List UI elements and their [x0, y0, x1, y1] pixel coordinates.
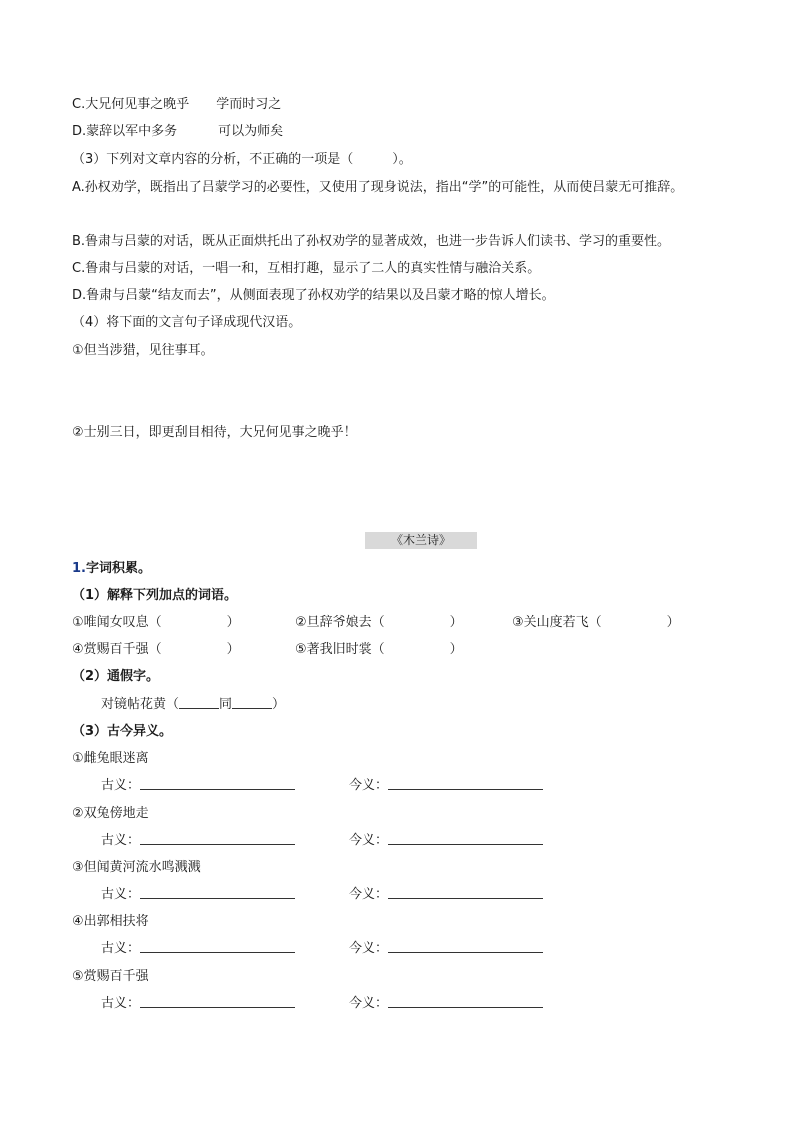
question-3-option-a: A.孙权劝学，既指出了吕蒙学习的必要性，又使用了现身说法，指出“学”的可能性，从而使吕蒙无可推辞。: [72, 180, 684, 195]
gujin-item-1: ①雌兔眼迷离: [72, 751, 149, 766]
gu-label: 古义：: [101, 887, 141, 902]
gujin-row-1: [101, 777, 543, 795]
gu-blank-2[interactable]: [140, 832, 295, 845]
jin-label: 今义：: [349, 833, 389, 848]
gu-blank-5[interactable]: [140, 995, 295, 1008]
tongjia-prefix: 对镜帖花黄（: [101, 697, 180, 712]
jin-blank-1[interactable]: [388, 777, 543, 790]
gu-label: 古义：: [101, 778, 141, 793]
tongjia-suffix: ）: [272, 697, 286, 712]
section-1-heading: [72, 560, 151, 578]
subsection-2: （2）通假字。: [72, 669, 160, 684]
question-3-option-b: B.鲁肃与吕蒙的对话，既从正面烘托出了孙权劝学的显著成效，也进一步告诉人们读书、学习的重要性。: [72, 234, 671, 249]
option-d-right: 可以为师矣: [218, 124, 284, 139]
subsection-3: （3）古今异义。: [72, 724, 173, 739]
tongjia-mid: 同: [219, 697, 233, 712]
gujin-item-4: ④出郭相扶将: [72, 914, 149, 929]
jin-label: 今义：: [349, 941, 389, 956]
gu-blank-3[interactable]: [140, 886, 295, 899]
gujin-row-5: [101, 995, 543, 1013]
word-item-3: ③关山度若飞（ ）: [512, 615, 680, 630]
subsection-1: （1）解释下列加点的词语。: [72, 588, 238, 603]
option-d-left: D.蒙辞以军中多务: [72, 124, 178, 139]
word-item-4: ④赏赐百千强（ ）: [72, 642, 240, 657]
tongjia-blank-1[interactable]: [179, 696, 219, 709]
question-4: （4）将下面的文言句子译成现代汉语。: [72, 315, 302, 330]
jin-blank-2[interactable]: [388, 832, 543, 845]
gu-blank-4[interactable]: [140, 940, 295, 953]
gujin-row-2: [101, 832, 543, 850]
question-3-option-d: D.鲁肃与吕蒙“结友而去”，从侧面表现了孙权劝学的结果以及吕蒙才略的惊人增长。: [72, 288, 555, 303]
question-4-sentence-2: ②士别三日，即更刮目相待，大兄何见事之晚乎！: [72, 425, 357, 440]
jin-blank-5[interactable]: [388, 995, 543, 1008]
word-item-2: ②旦辞爷娘去（ ）: [295, 615, 463, 630]
section-title: 《木兰诗》: [365, 532, 477, 549]
tongjia-blank-2[interactable]: [232, 696, 272, 709]
option-c: [72, 96, 281, 114]
jin-blank-4[interactable]: [388, 940, 543, 953]
gu-label: 古义：: [101, 833, 141, 848]
gujin-item-3: ③但闻黄河流水鸣溅溅: [72, 860, 201, 875]
section-1-label: 字词积累。: [85, 561, 151, 576]
option-c-right: 学而时习之: [216, 97, 282, 112]
question-4-sentence-1: ①但当涉猎，见往事耳。: [72, 343, 214, 358]
jin-label: 今义：: [349, 778, 389, 793]
gujin-item-5: ⑤赏赐百千强: [72, 969, 149, 984]
gujin-item-2: ②双兔傍地走: [72, 806, 149, 821]
jin-label: 今义：: [349, 887, 389, 902]
question-3-option-c: C.鲁肃与吕蒙的对话，一唱一和，互相打趣，显示了二人的真实性情与融洽关系。: [72, 261, 541, 276]
gu-label: 古义：: [101, 996, 141, 1011]
tongjia-item: [101, 696, 285, 714]
gu-label: 古义：: [101, 941, 141, 956]
gujin-row-4: [101, 940, 543, 958]
jin-blank-3[interactable]: [388, 886, 543, 899]
question-3: （3）下列对文章内容的分析，不正确的一项是（ ）。: [72, 152, 412, 167]
option-c-left: C.大兄何见事之晚乎: [72, 97, 190, 112]
section-1-number: 1.: [72, 561, 86, 576]
word-item-1: ①唯闻女叹息（ ）: [72, 615, 240, 630]
jin-label: 今义：: [349, 996, 389, 1011]
option-d: [72, 123, 283, 141]
gu-blank-1[interactable]: [140, 777, 295, 790]
word-item-5: ⑤著我旧时裳（ ）: [295, 642, 463, 657]
gujin-row-3: [101, 886, 543, 904]
